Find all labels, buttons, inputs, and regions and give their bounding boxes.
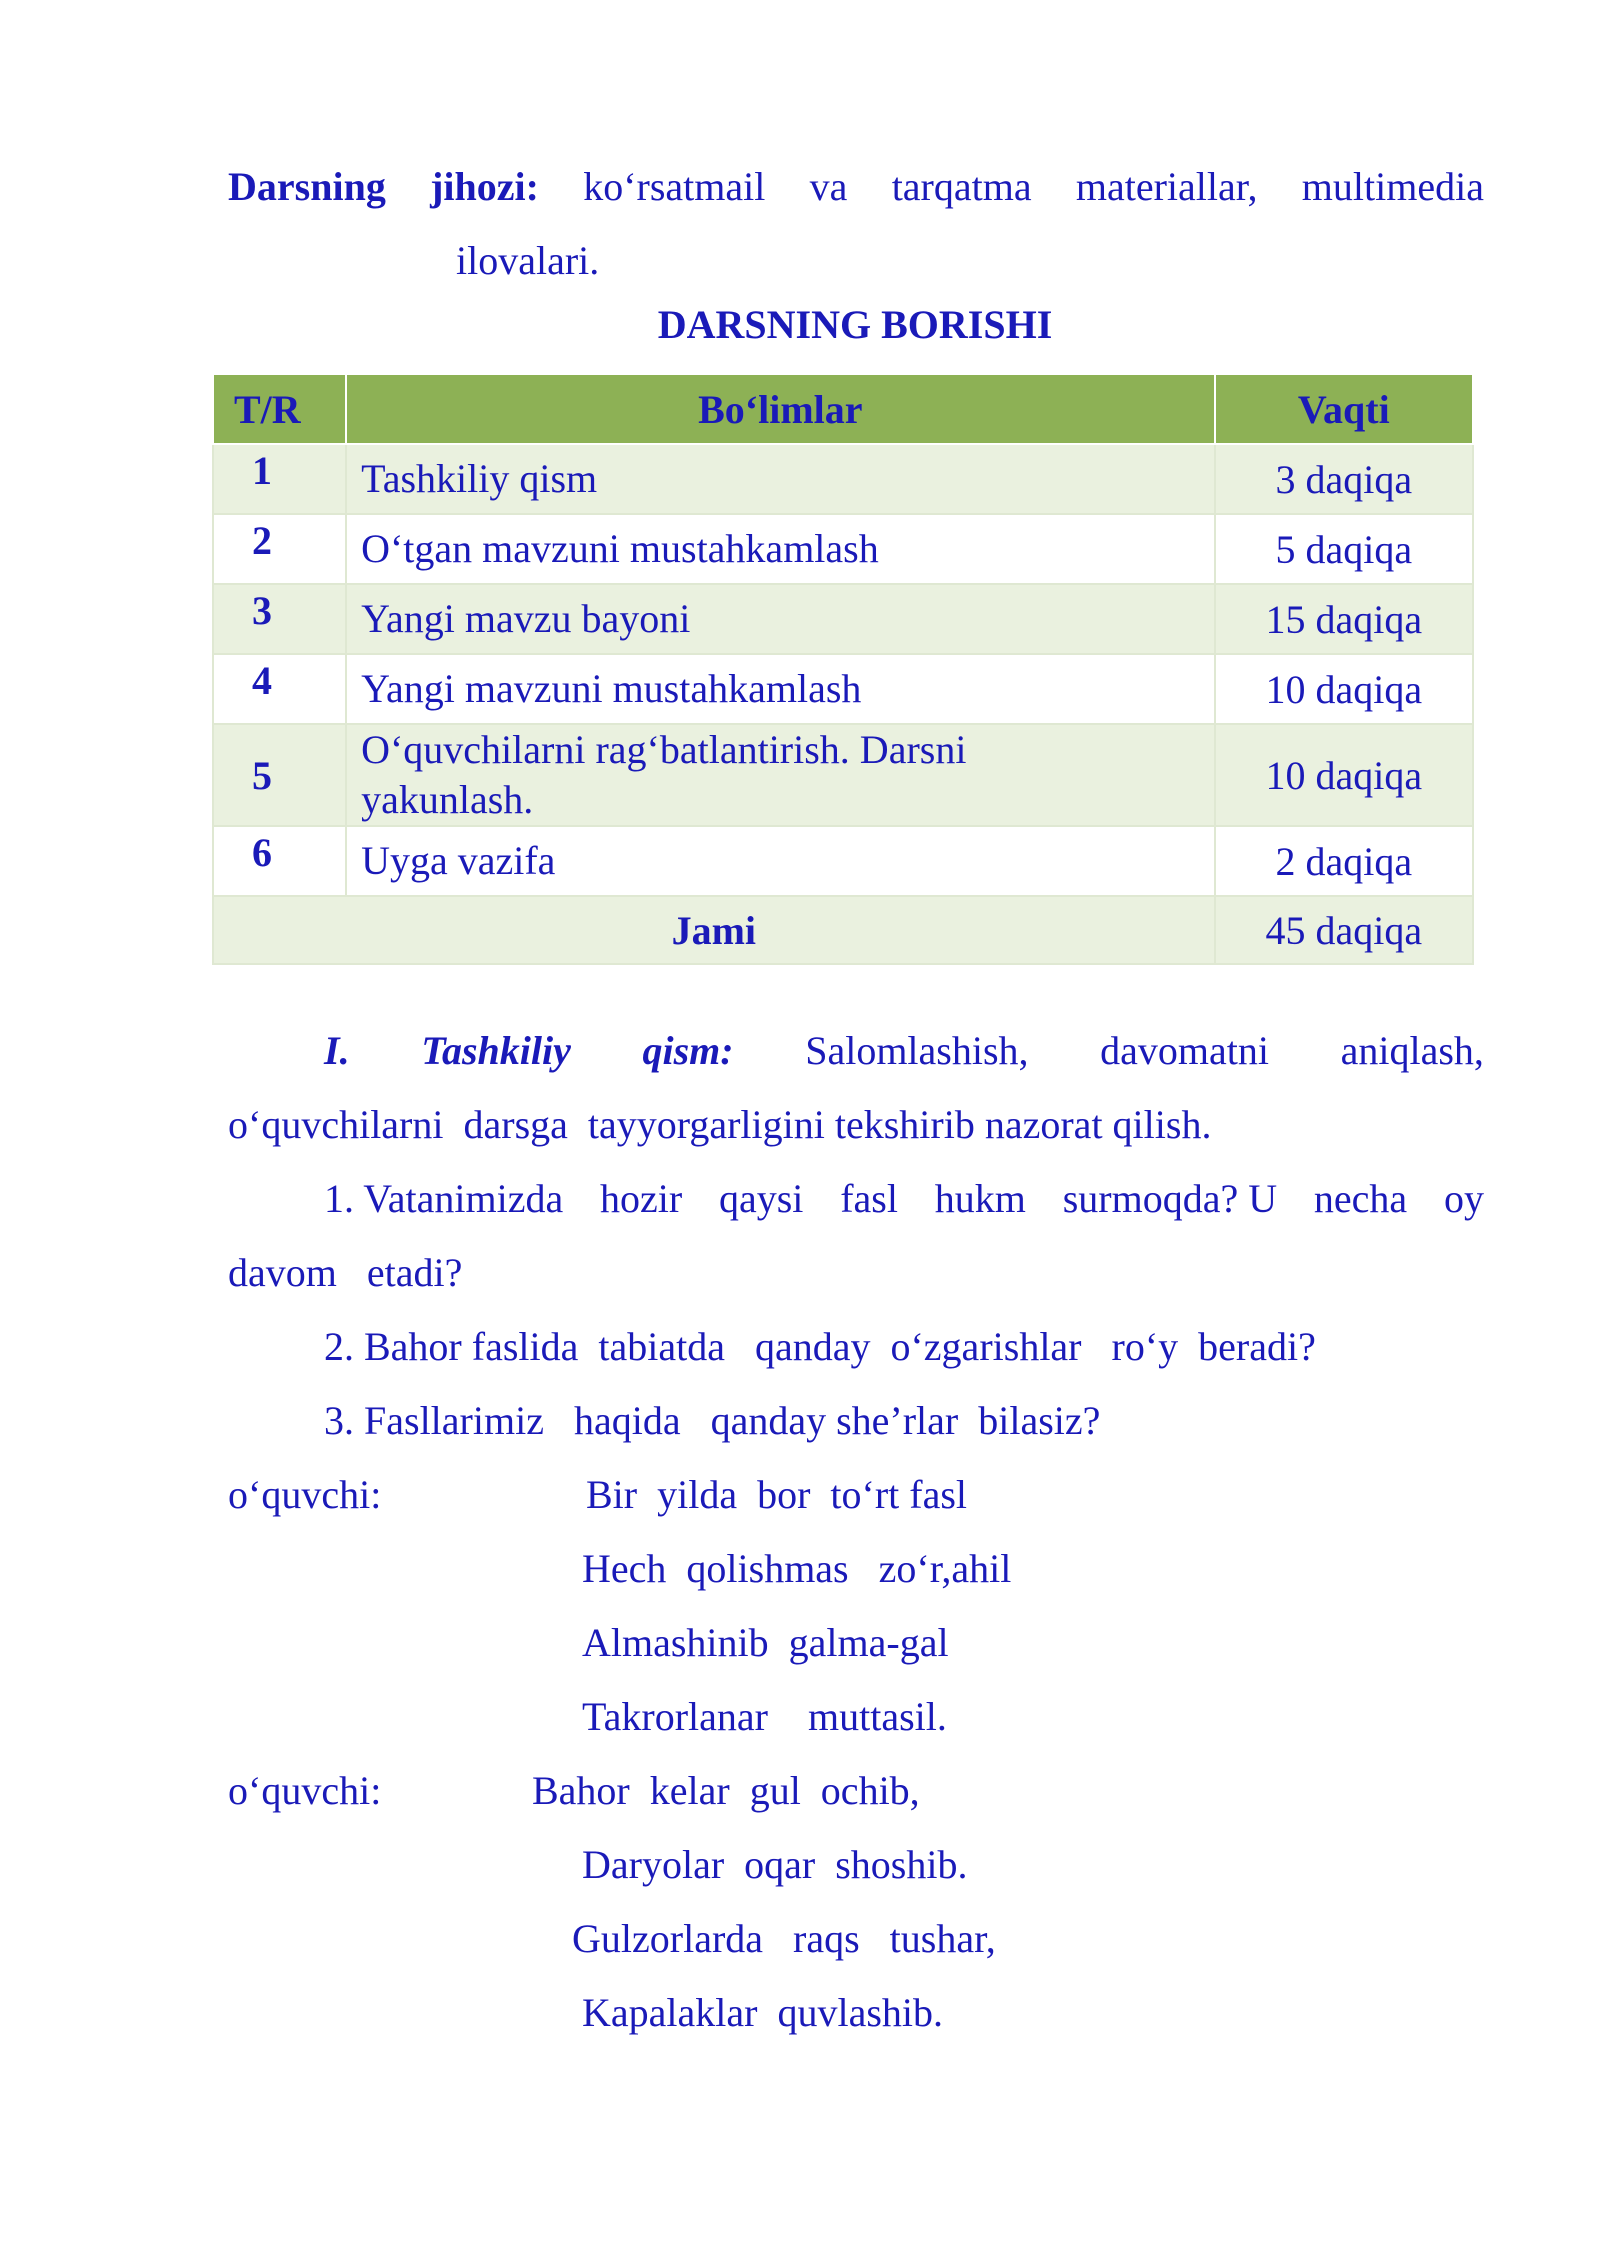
lesson-equipment [228, 150, 1484, 298]
table-header-row [213, 374, 1473, 444]
question-2: 2. Bahor faslida tabiatda qanday o‘zgarishlar ro‘y beradi? [324, 1324, 1316, 1369]
header-sections: Bo‘limlar [346, 374, 1215, 444]
verse-line: Bir yilda bor to‘rt fasl [586, 1472, 968, 1517]
section1-line-2: o‘quvchilarni darsga tayyorgarligini tekshirib nazorat qilish. [228, 1102, 1212, 1147]
table-total-row [213, 896, 1473, 964]
verse-line: Daryolar oqar shoshib. [582, 1842, 968, 1887]
equipment-line-2: ilovalari. [456, 238, 600, 283]
poem-1-line [228, 1606, 1484, 1680]
poem-2-line [228, 1976, 1484, 2050]
section1-word: davomatni [1100, 1028, 1270, 1073]
row-section: O‘tgan mavzuni mustahkamlash [346, 514, 1215, 584]
question-word: surmoqda? U [1062, 1176, 1278, 1221]
speaker-label: o‘quvchi: [228, 1768, 382, 1813]
row-number: 1 [213, 444, 346, 514]
section1-title-word: Tashkiliy [421, 1028, 571, 1073]
row-section: Uyga vazifa [346, 826, 1215, 896]
row-section: Yangi mavzu bayoni [346, 584, 1215, 654]
question-1-line-2: davom etadi? [228, 1250, 463, 1295]
lesson-plan-table [212, 373, 1474, 965]
question-word: oy [1443, 1176, 1484, 1221]
equipment-word: materiallar, [1075, 164, 1258, 209]
total-time: 45 daqiqa [1215, 896, 1473, 964]
row-section: O‘quvchilarni rag‘batlantirish. Darsni yakunlash. [346, 724, 1215, 826]
lesson-body [228, 1014, 1484, 2050]
question-word: 1. Vatanimizda [324, 1176, 564, 1221]
question-1-line-1 [228, 1162, 1484, 1236]
speaker-label: o‘quvchi: [228, 1472, 382, 1517]
question-word: hozir [600, 1176, 683, 1221]
question-word: hukm [934, 1176, 1026, 1221]
section1-title-word: qism: [642, 1028, 734, 1073]
poem-2-line [228, 1754, 1484, 1828]
row-time: 15 daqiqa [1215, 584, 1473, 654]
row-number: 4 [213, 654, 346, 724]
row-section: Tashkiliy qism [346, 444, 1215, 514]
section1-word: Salomlashish, [805, 1028, 1029, 1073]
verse-line: Gulzorlarda raqs tushar, [572, 1916, 996, 1961]
poem-1-line [228, 1458, 1484, 1532]
row-number: 6 [213, 826, 346, 896]
equipment-word: ko‘rsatmail [583, 164, 766, 209]
row-time: 5 daqiqa [1215, 514, 1473, 584]
table-row [213, 444, 1473, 514]
table-row [213, 654, 1473, 724]
equipment-word: va [809, 164, 848, 209]
verse-line: Takrorlanar muttasil. [582, 1694, 947, 1739]
row-time: 10 daqiqa [1215, 724, 1473, 826]
table-row [213, 584, 1473, 654]
question-3: 3. Fasllarimiz haqida qanday she’rlar bilasiz? [324, 1398, 1101, 1443]
row-number: 2 [213, 514, 346, 584]
row-number: 5 [213, 724, 346, 826]
table-row [213, 514, 1473, 584]
section1-word: aniqlash, [1340, 1028, 1484, 1073]
table-row [213, 826, 1473, 896]
row-number: 3 [213, 584, 346, 654]
header-time: Vaqti [1215, 374, 1473, 444]
equipment-line-1 [228, 150, 1484, 224]
poem-2-line [228, 1902, 1484, 1976]
header-number: T/R [213, 374, 346, 444]
equipment-word: tarqatma [891, 164, 1032, 209]
poem-2-line [228, 1828, 1484, 1902]
row-time: 3 daqiqa [1215, 444, 1473, 514]
row-time: 2 daqiqa [1215, 826, 1473, 896]
row-section: Yangi mavzuni mustahkamlash [346, 654, 1215, 724]
equipment-label-2: jihozi: [430, 164, 539, 209]
verse-line: Hech qolishmas zo‘r,ahil [582, 1546, 1012, 1591]
equipment-label-1: Darsning [228, 164, 386, 209]
verse-line: Kapalaklar quvlashib. [582, 1990, 943, 2035]
verse-line: Bahor kelar gul ochib, [532, 1768, 920, 1813]
question-word: necha [1313, 1176, 1408, 1221]
poem-1-line [228, 1532, 1484, 1606]
verse-line: Almashinib galma-gal [582, 1620, 949, 1665]
total-label: Jami [213, 896, 1215, 964]
section1-title-number: I. [324, 1028, 350, 1073]
table-row [213, 724, 1473, 826]
section-heading: DARSNING BORISHI [657, 302, 1053, 347]
poem-1-line [228, 1680, 1484, 1754]
section1-line-1 [228, 1014, 1484, 1088]
question-word: qaysi [718, 1176, 804, 1221]
row-time: 10 daqiqa [1215, 654, 1473, 724]
equipment-word: multimedia [1301, 164, 1484, 209]
question-word: fasl [840, 1176, 898, 1221]
